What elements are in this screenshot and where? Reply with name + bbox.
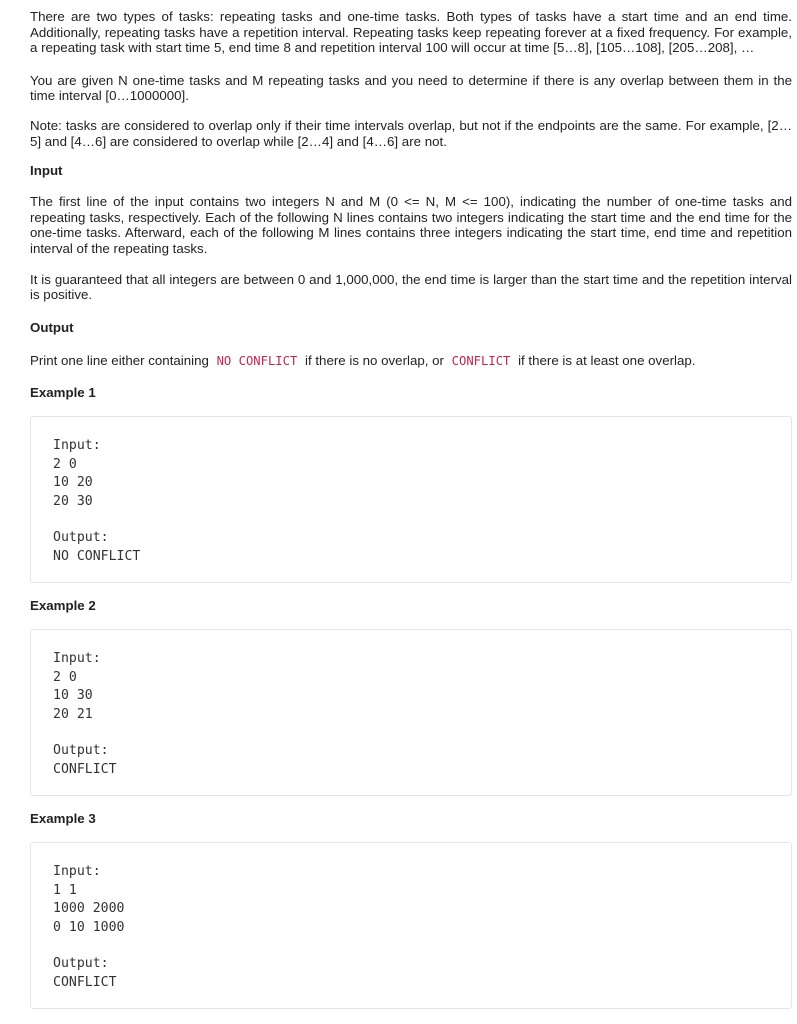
example-3-output-label: Output:: [53, 956, 109, 972]
example-1-output-label: Output:: [53, 530, 109, 546]
input-heading: Input: [30, 163, 63, 179]
example-3-output-lines: CONFLICT: [53, 974, 117, 990]
example-2-block: [30, 629, 792, 796]
example-3-block: [30, 842, 792, 1009]
constraints-paragraph: It is guaranteed that all integers are between 0 and 1,000,000, the end time is larger than the start time and the repetition interval is positive.: [30, 271, 792, 303]
output-text-middle: if there is no overlap, or: [305, 352, 444, 368]
output-text-before: Print one line either containing: [30, 352, 209, 368]
input-description: The first line of the input contains two integers N and M (0 <= N, M <= 100), indicating the number of one-time tasks and repeating tasks, respectively. Each of the following N lines contains two integers indicating the start time and the end time for the one-time tasks. Afterward, each of the following M lines contains three integers indicating the start time, end time and repetition interval of the repeating tasks.: [30, 194, 792, 256]
example-2-output-label: Output:: [53, 743, 109, 759]
example-1-title: Example 1: [30, 385, 96, 401]
example-1-input-lines: 2 0 10 20 20 30: [53, 456, 93, 509]
example-3-title: Example 3: [30, 811, 96, 827]
example-3-input-label: Input:: [53, 864, 101, 880]
note-paragraph: Note: tasks are considered to overlap only if their time intervals overlap, but not if the endpoints are the same. For example, [2…5] and [4…6] are considered to overlap while [2…4] and [4…6] are not.: [30, 117, 792, 149]
example-1-block: [30, 416, 792, 583]
example-3-input-lines: 1 1 1000 2000 0 10 1000: [53, 882, 125, 935]
example-1-input-label: Input:: [53, 438, 101, 454]
output-heading: Output: [30, 319, 74, 335]
intro-paragraph: There are two types of tasks: repeating tasks and one-time tasks. Both types of tasks have a start time and an end time. Additionally, repeating tasks have a repetition interval. Repeating tasks keep repeating forever at a fixed frequency. For example, a repeating task with start time 5, end time 8 and repetition interval 100 will occur at time [5…8], [105…108], [205…208], …: [30, 9, 792, 56]
conflict-code: CONFLICT: [451, 353, 511, 368]
example-2-input-label: Input:: [53, 651, 101, 667]
example-2-title: Example 2: [30, 598, 96, 614]
problem-statement: [30, 9, 792, 1024]
example-1-output-lines: NO CONFLICT: [53, 548, 141, 564]
output-description: [30, 353, 792, 370]
example-2-input-lines: 2 0 10 30 20 21: [53, 669, 93, 722]
task-paragraph: You are given N one-time tasks and M repeating tasks and you need to determine if there is any overlap between them in the time interval [0…1000000].: [30, 72, 792, 104]
output-text-after: if there is at least one overlap.: [518, 352, 696, 368]
no-conflict-code: NO CONFLICT: [216, 353, 298, 368]
example-2-output-lines: CONFLICT: [53, 761, 117, 777]
